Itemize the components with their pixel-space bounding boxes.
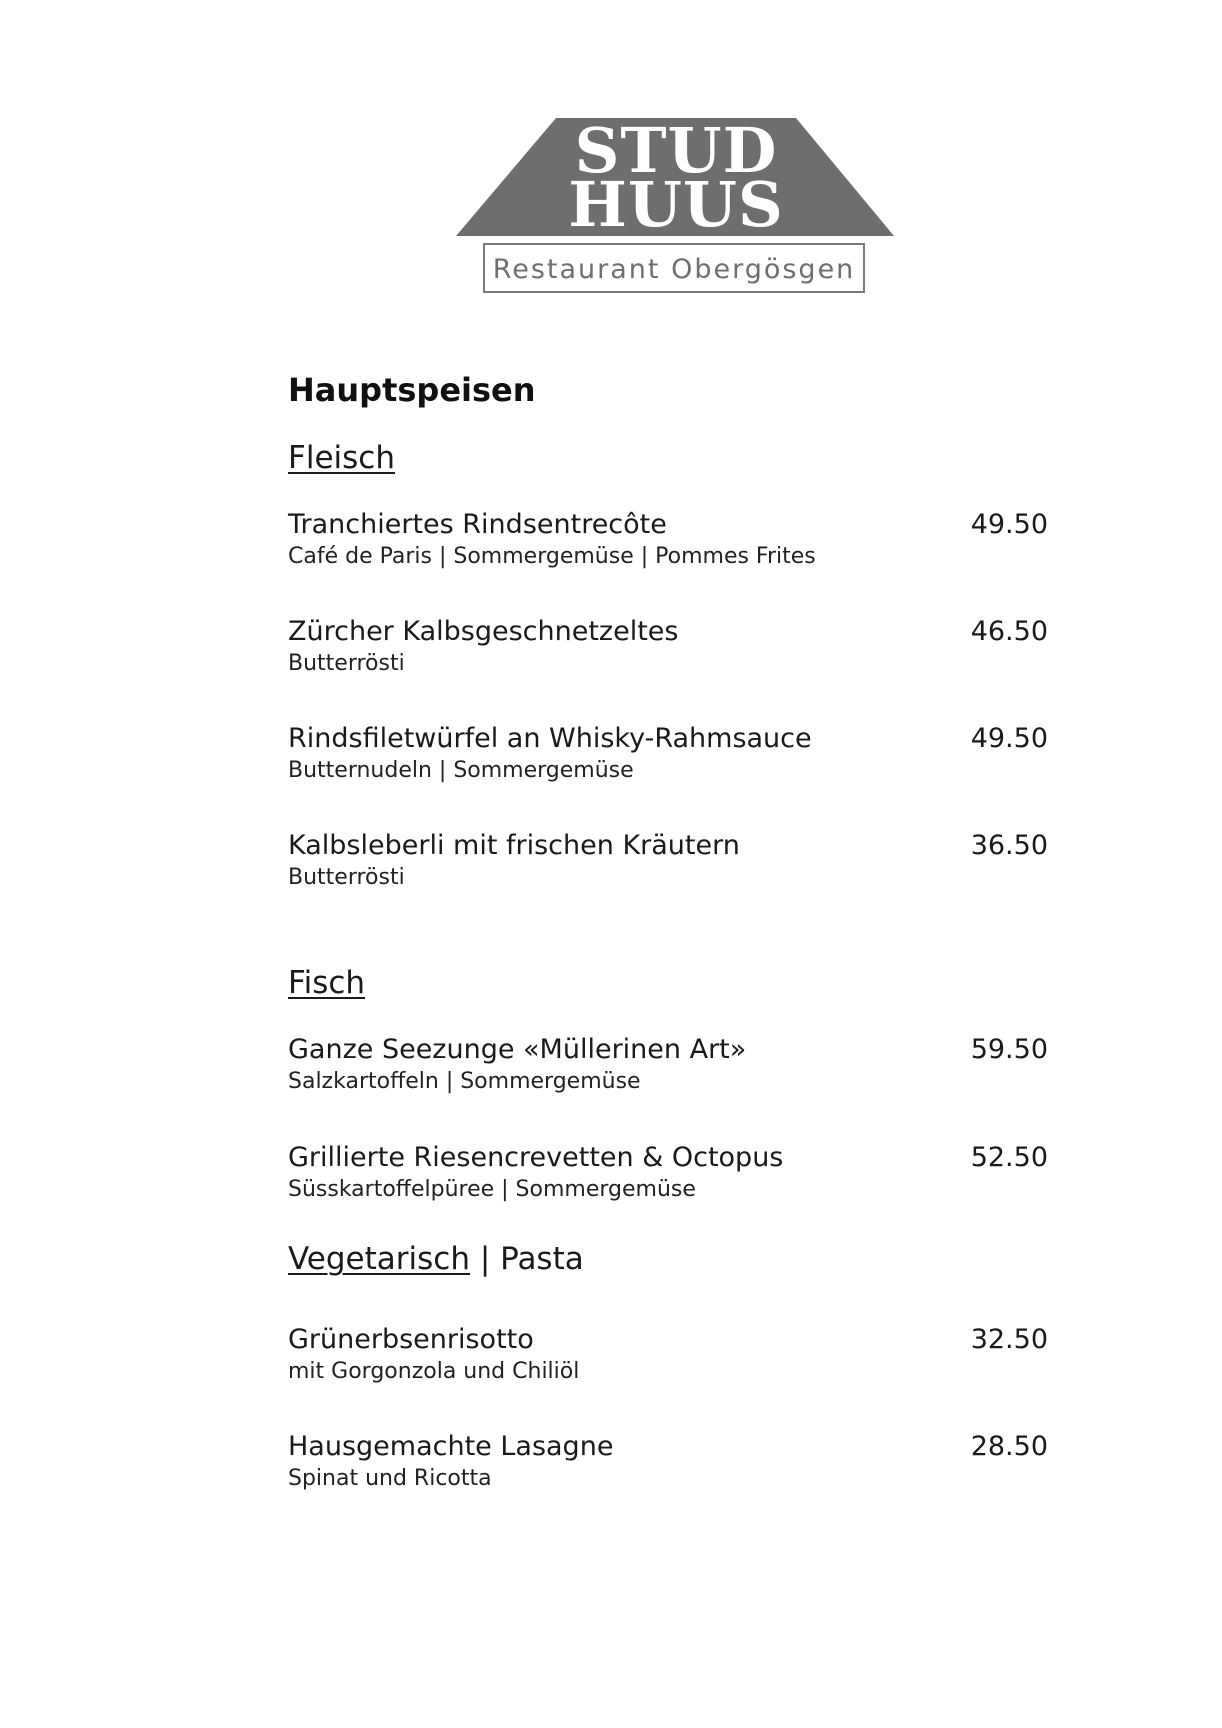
menu-item-price: 49.50 [970,509,1048,540]
menu-item-description: Spinat und Ricotta [288,1466,492,1491]
section-title-suffix: | Pasta [469,1241,584,1277]
menu-item [288,1033,1048,1097]
menu-item-name: Hausgemachte Lasagne [288,1431,614,1462]
section-title-vegetarisch-pasta [288,1239,1048,1279]
menu-item-name: Grünerbsenrisotto [288,1324,534,1355]
menu-item [288,829,1048,893]
menu-item-description: Butternudeln | Sommergemüse [288,758,634,783]
logo-graphic [456,116,896,296]
page-heading: Hauptspeisen [288,371,536,409]
section-title-label: Vegetarisch [288,1241,470,1277]
menu-item-description: Salzkartoffeln | Sommergemüse [288,1069,641,1094]
menu-item [288,508,1048,572]
section-title-fleisch [288,438,1048,478]
menu-item-description: Café de Paris | Sommergemüse | Pommes Frites [288,544,816,569]
section-title-fisch [288,963,1048,1003]
menu-item [288,1141,1048,1205]
menu-item-price: 52.50 [970,1142,1048,1173]
menu-item [288,722,1048,786]
logo-line-1: STUD [574,116,778,187]
menu-item-price: 32.50 [970,1324,1048,1355]
menu-item-description: Süsskartoffelpüree | Sommergemüse [288,1177,696,1202]
menu-item-price: 59.50 [970,1034,1048,1065]
menu-item-price: 36.50 [970,830,1048,861]
menu-content [288,370,1048,1494]
menu-item-name: Zürcher Kalbsgeschnetzeltes [288,616,679,647]
menu-item-name: Ganze Seezunge «Müllerinen Art» [288,1034,747,1065]
menu-item-name: Grillierte Riesencrevetten & Octopus [288,1142,784,1173]
restaurant-logo [456,116,896,296]
menu-item-name: Rindsfiletwürfel an Whisky-Rahmsauce [288,723,812,754]
menu-item [288,1430,1048,1494]
menu-item-price: 28.50 [970,1431,1048,1462]
menu-item-name: Tranchiertes Rindsentrecôte [288,509,667,540]
menu-item-description: Butterrösti [288,865,405,890]
menu-item-description: Butterrösti [288,651,405,676]
menu-item-price: 46.50 [970,616,1048,647]
menu-item-price: 49.50 [970,723,1048,754]
logo-subtitle: Restaurant Obergösgen [492,254,856,285]
logo-line-2: HUUS [568,168,784,241]
menu-item [288,615,1048,679]
section-title-label: Fisch [288,965,366,1001]
menu-item [288,1323,1048,1387]
menu-item-description: mit Gorgonzola und Chiliöl [288,1359,580,1384]
menu-item-name: Kalbsleberli mit frischen Kräutern [288,830,740,861]
section-title-label: Fleisch [288,440,395,476]
